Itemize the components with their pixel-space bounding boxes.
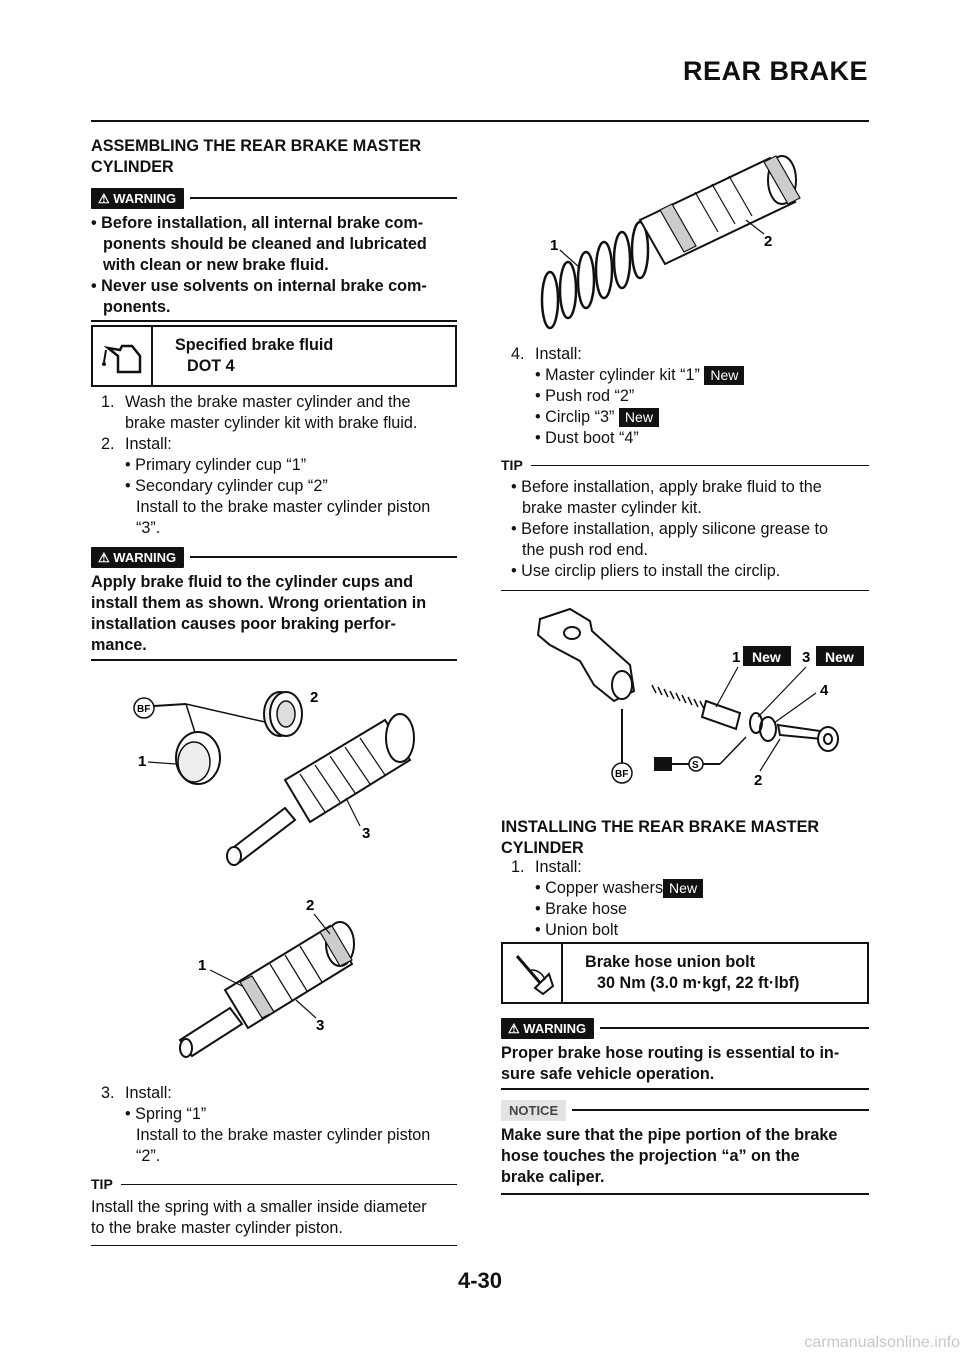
spec-value: 30 Nm (3.0 m·kgf, 22 ft·lbf) xyxy=(597,974,800,992)
warning-line: • Before installation, all internal brake com- xyxy=(91,214,424,232)
warning-line: • Never use solvents on internal brake com- xyxy=(91,277,427,295)
item-text: Before installation, apply silicone grease to xyxy=(521,520,829,538)
step-text: Install: xyxy=(535,345,582,363)
warning-label: WARNING xyxy=(113,190,177,206)
list-item: • Circlip “3” New xyxy=(501,407,871,428)
heading-line: CYLINDER xyxy=(91,158,174,176)
warning-line: sure safe vehicle operation. xyxy=(501,1065,715,1083)
warning-rule xyxy=(190,197,457,199)
tip-line: to the brake master cylinder piston. xyxy=(91,1219,343,1237)
warning-badge: ⚠ WARNING xyxy=(91,547,184,568)
warning1-text xyxy=(91,213,461,318)
warning-line: ponents should be cleaned and lubricated xyxy=(103,235,427,253)
callout-2: 2 xyxy=(306,897,315,914)
notice-end-rule xyxy=(501,1193,869,1195)
warning2-text xyxy=(91,572,461,656)
callout-4: 4 xyxy=(820,682,829,699)
warning-rule xyxy=(600,1027,869,1029)
list-item: • Master cylinder kit “1” New xyxy=(501,365,871,386)
list-item: • Brake hose xyxy=(535,900,628,918)
notice-badge: NOTICE xyxy=(501,1100,566,1121)
list-item: • Copper washers New xyxy=(501,878,873,899)
item-text: Before installation, apply brake fluid to the xyxy=(521,478,822,496)
warning-bar xyxy=(91,186,457,210)
new-badge: New xyxy=(704,366,744,385)
spec-title: Specified brake fluid xyxy=(175,336,334,354)
warning-line: mance. xyxy=(91,636,147,654)
step1-wash xyxy=(91,392,461,539)
callout-2: 2 xyxy=(754,772,763,789)
heading-line: CYLINDER xyxy=(501,839,584,857)
item-text: Use circlip pliers to install the circlip. xyxy=(521,562,781,580)
list-item: • Push rod “2” xyxy=(535,387,635,405)
notice-bar xyxy=(501,1098,869,1122)
header-rule xyxy=(91,120,869,122)
warning-end-rule xyxy=(91,320,457,322)
item-text: Copper washers xyxy=(545,879,664,897)
tip-rule xyxy=(121,1184,457,1185)
item-text: Circlip “3” xyxy=(545,408,615,426)
list-item: • Before installation, apply silicone grease to xyxy=(511,520,829,538)
new-badge: New xyxy=(619,408,659,427)
step-text: Install: xyxy=(125,1084,172,1102)
heading-line: ASSEMBLING THE REAR BRAKE MASTER xyxy=(91,137,422,155)
tip-end-rule xyxy=(501,590,869,591)
watermark: carmanualsonline.info xyxy=(804,1334,960,1351)
callout-1: 1 xyxy=(732,649,741,666)
note-text: Install to the brake master cylinder piston xyxy=(136,498,431,516)
notice-rule xyxy=(572,1109,869,1111)
page-section-title: REAR BRAKE xyxy=(682,56,868,86)
tip-end-rule xyxy=(91,1245,457,1246)
warning-line: installation causes poor braking perfor- xyxy=(91,615,396,633)
callout-2: 2 xyxy=(310,689,319,706)
list-item: • Use circlip pliers to install the circlip. xyxy=(511,562,781,580)
warning-end-rule xyxy=(501,1088,869,1090)
warning-rule xyxy=(190,556,457,558)
item-text: Brake hose xyxy=(545,900,628,918)
spec-title: Brake hose union bolt xyxy=(585,953,755,971)
step-text: Install: xyxy=(535,858,582,876)
assembled-piston-illustration xyxy=(170,890,410,1060)
torque-spec-box xyxy=(501,942,869,1004)
warning-bar xyxy=(91,545,457,569)
warning-line: Apply brake fluid to the cylinder cups and xyxy=(91,573,414,591)
warning-end-rule xyxy=(91,659,457,661)
step-text: Wash the brake master cylinder and the xyxy=(125,393,411,411)
warning-bar xyxy=(501,1016,869,1040)
item-text: Secondary cylinder cup “2” xyxy=(135,477,328,495)
warning-line: with clean or new brake fluid. xyxy=(103,256,329,274)
item-text: Spring “1” xyxy=(135,1105,207,1123)
list-item: • Primary cylinder cup “1” xyxy=(125,456,307,474)
callout-1: 1 xyxy=(550,237,559,254)
tip-text xyxy=(91,1197,461,1239)
step-number: 3. xyxy=(101,1084,115,1102)
step-number: 2. xyxy=(101,435,115,453)
list-item: • Spring “1” xyxy=(125,1105,207,1123)
tip-list xyxy=(501,477,873,582)
page-number: 4-30 xyxy=(457,1268,503,1293)
list-item: • Dust boot “4” xyxy=(535,429,639,447)
list-item: • Before installation, apply brake fluid to the xyxy=(511,478,822,496)
notice-line: brake caliper. xyxy=(501,1168,605,1186)
warning-line: install them as shown. Wrong orientation in xyxy=(91,594,427,612)
list-item: • Secondary cylinder cup “2” xyxy=(125,477,328,495)
warning-label: WARNING xyxy=(523,1020,587,1036)
step4-install xyxy=(501,344,871,449)
step-text: Install: xyxy=(125,435,172,453)
item-text: brake master cylinder kit. xyxy=(522,499,702,517)
tip-label: TIP xyxy=(501,457,523,473)
note-text: “3”. xyxy=(136,519,161,537)
item-text: Union bolt xyxy=(545,921,619,939)
callout-1: 1 xyxy=(138,753,147,770)
item-text: Primary cylinder cup “1” xyxy=(135,456,307,474)
heading-line: INSTALLING THE REAR BRAKE MASTER xyxy=(501,818,820,836)
item-text: Dust boot “4” xyxy=(545,429,639,447)
oil-can-icon xyxy=(93,327,153,385)
spring-piston-illustration xyxy=(520,150,820,340)
warning-hose-text xyxy=(501,1043,873,1085)
installing-step1 xyxy=(501,857,873,941)
callout-1: 1 xyxy=(198,957,207,974)
tip-bar xyxy=(91,1174,457,1194)
notice-line: hose touches the projection “a” on the xyxy=(501,1147,800,1165)
tip-rule xyxy=(531,465,869,466)
tip-bar xyxy=(501,455,869,475)
warning-badge: ⚠ WARNING xyxy=(501,1018,594,1039)
callout-3: 3 xyxy=(802,649,811,666)
step3-spring xyxy=(91,1083,461,1167)
new-badge: New xyxy=(663,879,703,898)
item-text: the push rod end. xyxy=(522,541,648,559)
callout-3: 3 xyxy=(316,1017,325,1034)
brake-fluid-spec-box xyxy=(91,325,457,387)
callout-2: 2 xyxy=(764,233,773,250)
spec-value: DOT 4 xyxy=(187,357,235,375)
warning-label: WARNING xyxy=(113,549,177,565)
list-item: • Union bolt xyxy=(535,921,619,939)
warning-line: Proper brake hose routing is essential to in- xyxy=(501,1044,840,1062)
warning-line: ponents. xyxy=(103,298,171,316)
torque-wrench-icon xyxy=(503,944,563,1002)
tip-label: TIP xyxy=(91,1176,113,1192)
item-text: Push rod “2” xyxy=(545,387,635,405)
new-badge: New xyxy=(752,649,781,665)
note-text: Install to the brake master cylinder piston xyxy=(136,1126,431,1144)
cylinder-cups-illustration xyxy=(120,680,420,870)
note-text: “2”. xyxy=(136,1147,161,1165)
bf-label: BF xyxy=(137,704,151,715)
step-number: 1. xyxy=(511,858,525,876)
assembling-heading xyxy=(91,136,461,178)
tip-line: Install the spring with a smaller inside diameter xyxy=(91,1198,427,1216)
bf-label: BF xyxy=(615,769,629,780)
item-text: Master cylinder kit “1” xyxy=(545,366,700,384)
s-label: S xyxy=(692,760,699,771)
installing-heading xyxy=(501,817,873,859)
callout-3: 3 xyxy=(362,825,371,842)
step-number: 4. xyxy=(511,345,525,363)
master-cylinder-exploded-illustration xyxy=(510,605,880,800)
warning-badge: ⚠ WARNING xyxy=(91,188,184,209)
new-badge: New xyxy=(825,649,854,665)
notice-line: Make sure that the pipe portion of the brake xyxy=(501,1126,838,1144)
notice-text xyxy=(501,1125,873,1188)
step-number: 1. xyxy=(101,393,115,411)
step-text: brake master cylinder kit with brake fluid. xyxy=(125,414,418,432)
